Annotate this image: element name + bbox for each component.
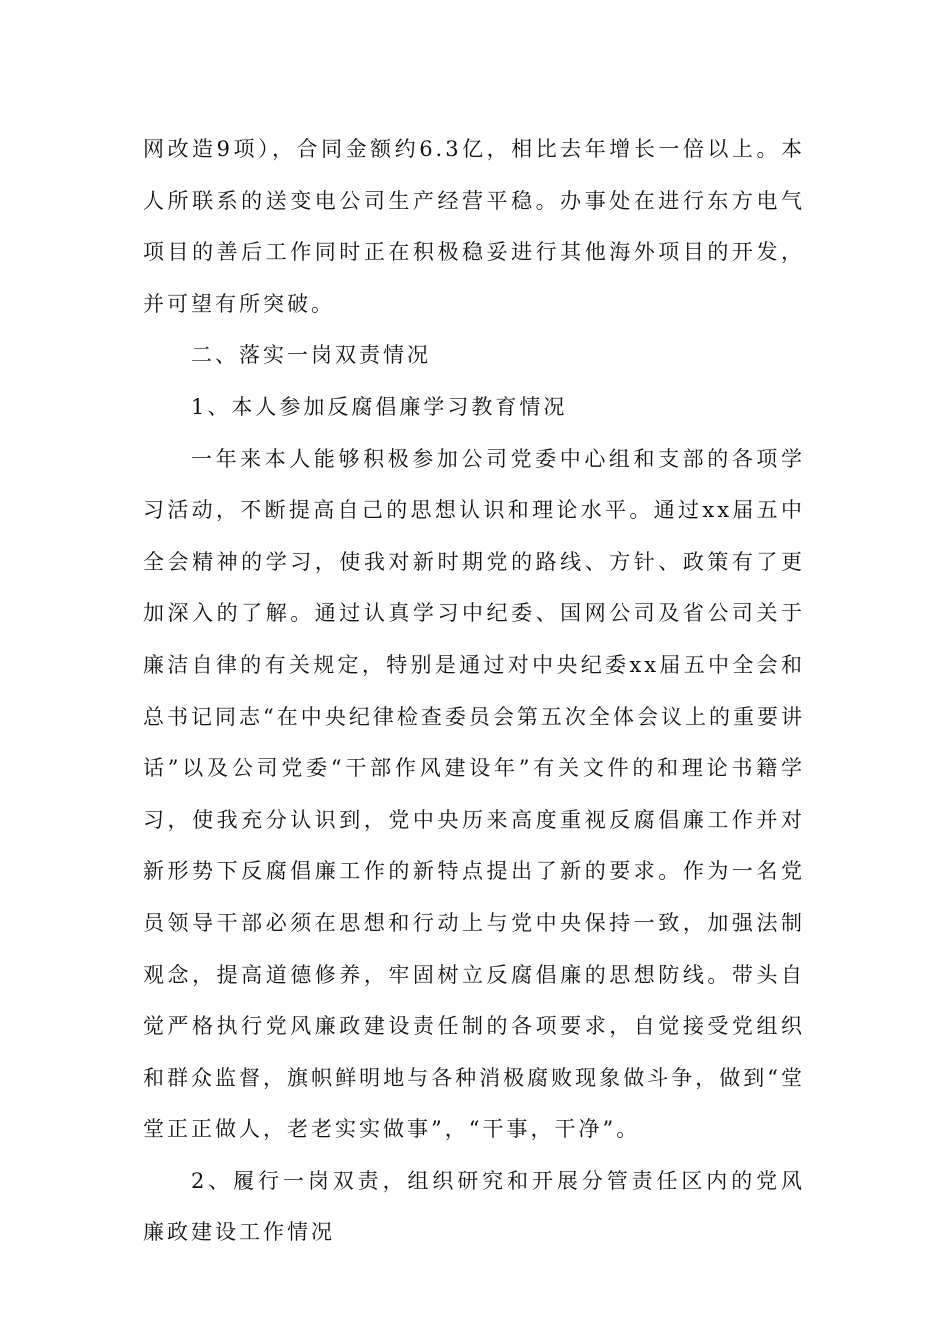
- paragraph-continuation: 网改造9项），合同金额约6.3亿，相比去年增长一倍以上。本人所联系的送变电公司生产经营平稳。办事处在进行东方电气项目的善后工作同时正在积极稳妥进行其他海外项目的开发，并可望有所突破。: [143, 137, 805, 316]
- section-heading: 二、落实一岗双责情况: [191, 343, 431, 368]
- subsection-heading-2: 2、履行一岗双责，组织研究和开展分管责任区内的党风廉政建设工作情况: [143, 1168, 805, 1245]
- paragraph-study-education: 一年来本人能够积极参加公司党委中心组和支部的各项学习活动，不断提高自己的思想认识和理论水平。通过xx届五中全会精神的学习，使我对新时期党的路线、方针、政策有了更加深入的了解。通过认真学习中纪委、国网公司及省公司关于廉洁自律的有关规定，特别是通过对中央纪委xx届五中全会和总书记同志“在中央纪律检查委员会第五次全体会议上的重要讲话”以及公司党委“干部作风建设年”有关文件的和理论书籍学习，使我充分认识到，党中央历来高度重视反腐倡廉工作并对新形势下反腐倡廉工作的新特点提出了新的要求。作为一名党员领导干部必须在思想和行动上与党中央保持一致，加强法制观念，提高道德修养，牢固树立反腐倡廉的思想防线。带头自觉严格执行党风廉政建设责任制的各项要求，自觉接受党组织和群众监督，旗帜鲜明地与各种消极腐败现象做斗争，做到“堂堂正正做人，老老实实做事”，“干事，干净”。: [143, 446, 805, 1142]
- subsection-heading-1: 1、本人参加反腐倡廉学习教育情况: [191, 394, 568, 419]
- document-body: [143, 124, 805, 1259]
